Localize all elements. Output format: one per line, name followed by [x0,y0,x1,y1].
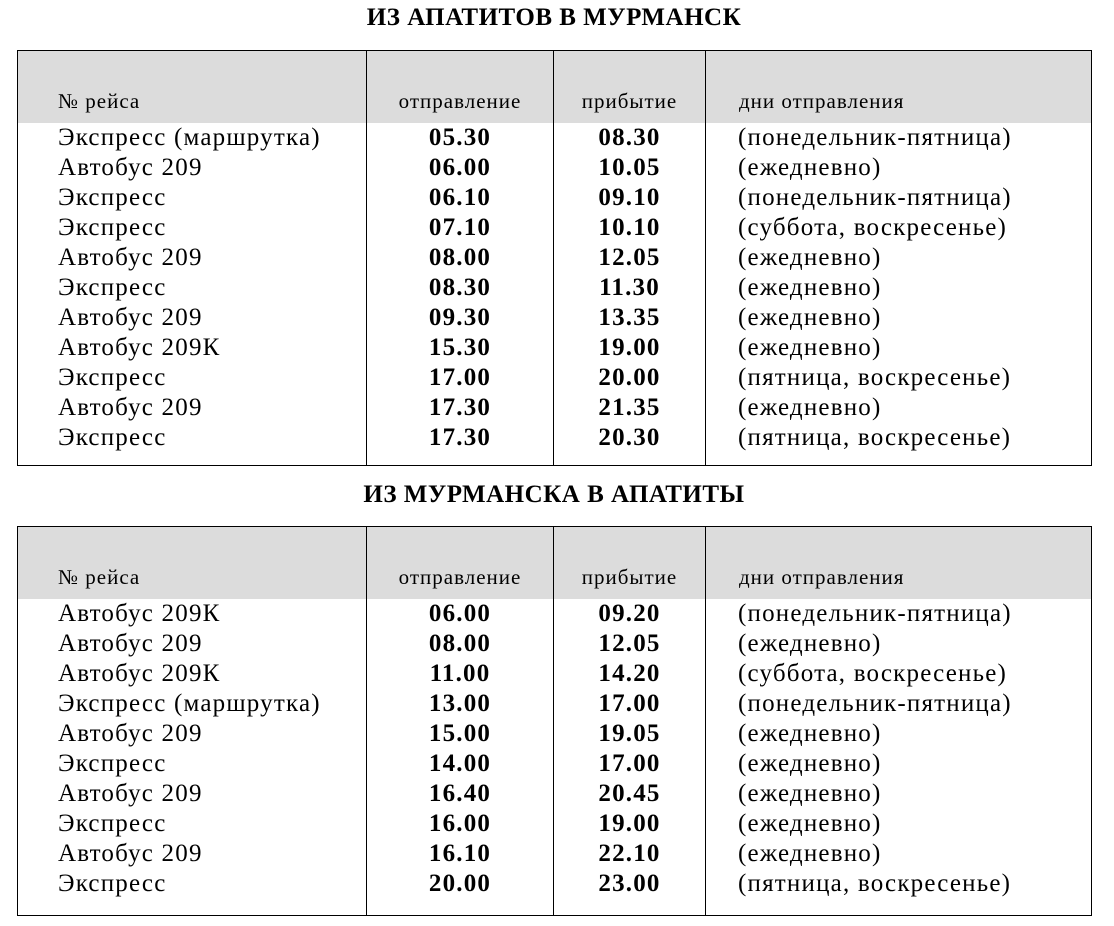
table-row [18,629,1092,659]
departure-time: 20.00 [367,869,554,899]
table-row [18,689,1092,719]
departure-time: 08.00 [367,243,554,273]
departure-time: 06.00 [367,153,554,183]
route-cell: Автобус 209 [58,720,203,747]
days-cell: (ежедневно) [706,333,1092,363]
departure-time: 14.00 [367,749,554,779]
table-row [18,719,1092,749]
spacer-cell [367,899,554,916]
route-cell: Автобус 209 [58,244,203,271]
spacer-row [18,899,1092,916]
column-header-route: № рейса [18,527,367,600]
column-header-arrival: прибытие [554,51,706,124]
days-cell: (суббота, воскресенье) [706,213,1092,243]
route-cell: Автобус 209К [58,660,221,687]
arrival-time: 09.10 [554,183,706,213]
spacer-cell [554,453,706,466]
table-header [18,527,1092,600]
departure-time: 06.10 [367,183,554,213]
table-row [18,363,1092,393]
column-header-departure: отправление [367,527,554,600]
route-cell: Экспресс [58,810,167,837]
days-cell: (ежедневно) [706,243,1092,273]
arrival-time: 23.00 [554,869,706,899]
route-cell: Автобус 209 [58,630,203,657]
table-row [18,243,1092,273]
departure-time: 06.00 [367,599,554,629]
route-cell: Экспресс (маршрутка) [58,124,321,151]
table-row [18,599,1092,629]
days-cell: (понедельник-пятница) [706,183,1092,213]
table-row [18,809,1092,839]
header-row [18,51,1092,124]
column-header-days: дни отправления [706,51,1092,124]
column-header-days: дни отправления [706,527,1092,600]
days-cell: (пятница, воскресенье) [706,423,1092,453]
table-row [18,423,1092,453]
days-cell: (ежедневно) [706,839,1092,869]
days-cell: (понедельник-пятница) [706,123,1092,153]
table-body [18,599,1092,916]
route-cell: Экспресс [58,364,167,391]
table-row [18,393,1092,423]
arrival-time: 21.35 [554,393,706,423]
departure-time: 17.30 [367,423,554,453]
days-cell: (понедельник-пятница) [706,689,1092,719]
days-cell: (ежедневно) [706,779,1092,809]
departure-time: 17.30 [367,393,554,423]
arrival-time: 12.05 [554,629,706,659]
days-cell: (ежедневно) [706,629,1092,659]
route-cell: Экспресс [58,750,167,777]
route-cell: Автобус 209К [58,334,221,361]
days-cell: (ежедневно) [706,719,1092,749]
column-header-arrival: прибытие [554,527,706,600]
table-row [18,183,1092,213]
days-cell: (ежедневно) [706,393,1092,423]
departure-time: 16.00 [367,809,554,839]
arrival-time: 20.45 [554,779,706,809]
arrival-time: 12.05 [554,243,706,273]
days-cell: (ежедневно) [706,153,1092,183]
departure-time: 07.10 [367,213,554,243]
table-row [18,273,1092,303]
route-cell: Экспресс [58,424,167,451]
table-header [18,51,1092,124]
arrival-time: 20.00 [554,363,706,393]
table-row [18,659,1092,689]
arrival-time: 14.20 [554,659,706,689]
departure-time: 05.30 [367,123,554,153]
spacer-cell [18,453,367,466]
days-cell: (ежедневно) [706,749,1092,779]
spacer-cell [367,453,554,466]
schedule-table-murmansk-apatity [17,526,1092,916]
spacer-cell [706,453,1092,466]
route-cell: Автобус 209 [58,780,203,807]
route-cell: Автобус 209 [58,394,203,421]
table-body [18,123,1092,466]
table-row [18,303,1092,333]
schedule-table-apatity-murmansk [17,50,1092,466]
route-cell: Автобус 209 [58,304,203,331]
table-row [18,839,1092,869]
arrival-time: 19.00 [554,333,706,363]
arrival-time: 17.00 [554,689,706,719]
arrival-time: 19.05 [554,719,706,749]
days-cell: (ежедневно) [706,273,1092,303]
section-title-apatity-murmansk: ИЗ АПАТИТОВ В МУРМАНСК [366,4,742,31]
table-row [18,779,1092,809]
departure-time: 16.10 [367,839,554,869]
section-title-murmansk-apatity: ИЗ МУРМАНСКА В АПАТИТЫ [363,481,745,508]
arrival-time: 19.00 [554,809,706,839]
route-cell: Экспресс (маршрутка) [58,690,321,717]
column-header-route: № рейса [18,51,367,124]
days-cell: (пятница, воскресенье) [706,869,1092,899]
departure-time: 13.00 [367,689,554,719]
days-cell: (ежедневно) [706,303,1092,333]
departure-time: 15.30 [367,333,554,363]
route-cell: Экспресс [58,214,167,241]
spacer-cell [554,899,706,916]
departure-time: 08.00 [367,629,554,659]
departure-time: 17.00 [367,363,554,393]
table-row [18,213,1092,243]
route-cell: Автобус 209 [58,840,203,867]
arrival-time: 08.30 [554,123,706,153]
days-cell: (понедельник-пятница) [706,599,1092,629]
departure-time: 09.30 [367,303,554,333]
days-cell: (пятница, воскресенье) [706,363,1092,393]
arrival-time: 13.35 [554,303,706,333]
table-row [18,153,1092,183]
arrival-time: 20.30 [554,423,706,453]
arrival-time: 17.00 [554,749,706,779]
spacer-row [18,453,1092,466]
departure-time: 16.40 [367,779,554,809]
arrival-time: 09.20 [554,599,706,629]
table-row [18,749,1092,779]
header-row [18,527,1092,600]
route-cell: Автобус 209 [58,154,203,181]
departure-time: 11.00 [367,659,554,689]
column-header-departure: отправление [367,51,554,124]
route-cell: Автобус 209К [58,600,221,627]
spacer-cell [706,899,1092,916]
days-cell: (суббота, воскресенье) [706,659,1092,689]
departure-time: 08.30 [367,273,554,303]
arrival-time: 10.05 [554,153,706,183]
route-cell: Экспресс [58,870,167,897]
route-cell: Экспресс [58,274,167,301]
arrival-time: 22.10 [554,839,706,869]
table-row [18,869,1092,899]
days-cell: (ежедневно) [706,809,1092,839]
arrival-time: 10.10 [554,213,706,243]
table-row [18,123,1092,153]
spacer-cell [18,899,367,916]
departure-time: 15.00 [367,719,554,749]
route-cell: Экспресс [58,184,167,211]
arrival-time: 11.30 [554,273,706,303]
table-row [18,333,1092,363]
